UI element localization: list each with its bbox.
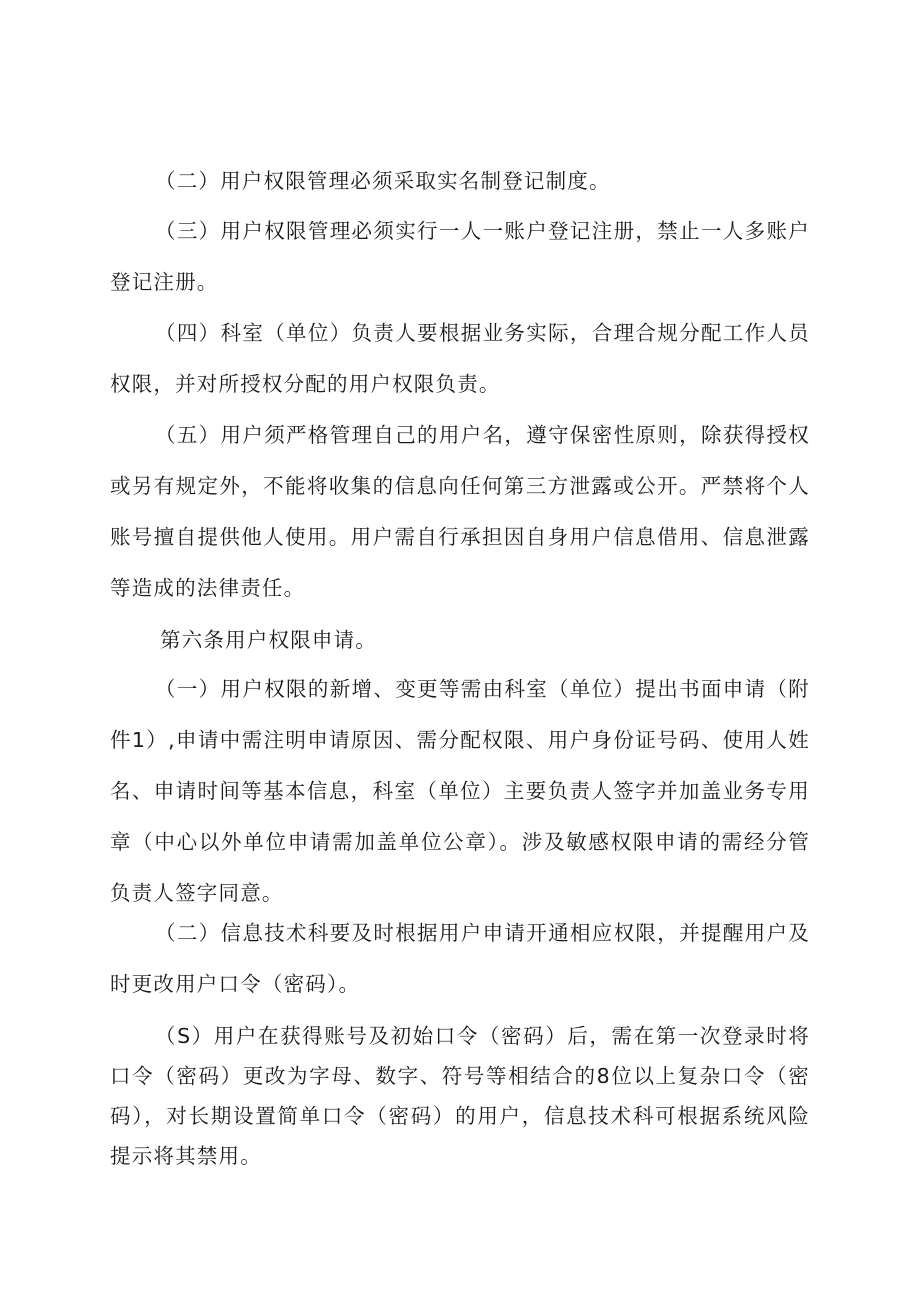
paragraph-user-confidentiality: （五）用户须严格管理自己的用户名，遵守保密性原则，除获得授权或另有规定外，不能将收集的信息向任何第三方泄露或公开。严禁将个人账号擅自提供他人使用。用户需自行承担因自身用户信息借用、信息泄露等造成的法律责任。 xyxy=(110,423,810,600)
paragraph-permission-application: （一）用户权限的新增、变更等需由科室（单位）提出书面申请（附件1）,申请中需注明申请原因、需分配权限、用户身份证号码、使用人姓名、申请时间等基本信息，科室（单位）主要负责人签字并加盖业务专用章（中心以外单位申请需加盖单位公章）。涉及敏感权限申请的需经分管负责人签字同意。 xyxy=(110,677,810,905)
paragraph-password-change: （S）用户在获得账号及初始口令（密码）后，需在第一次登录时将口令（密码）更改为字母、数字、符号等相结合的8位以上复杂口令（密码），对长期设置简单口令（密码）的用户，信息技术科可根据系统风险提示将其禁用。 xyxy=(110,1024,810,1168)
paragraph-department-head-responsibility: （四）科室（单位）负责人要根据业务实际，合理合规分配工作人员权限，并对所授权分配的用户权限负责。 xyxy=(110,321,810,396)
paragraph-it-department-activation: （二）信息技术科要及时根据用户申请开通相应权限，并提醒用户及时更改用户口令（密码）。 xyxy=(110,921,810,996)
paragraph-user-permission-real-name: （二）用户权限管理必须采取实名制登记制度。 xyxy=(155,169,611,193)
paragraph-one-person-one-account: （三）用户权限管理必须实行一人一账户登记注册，禁止一人多账户登记注册。 xyxy=(110,219,810,294)
article-six-heading: 第六条用户权限申请。 xyxy=(160,628,377,652)
